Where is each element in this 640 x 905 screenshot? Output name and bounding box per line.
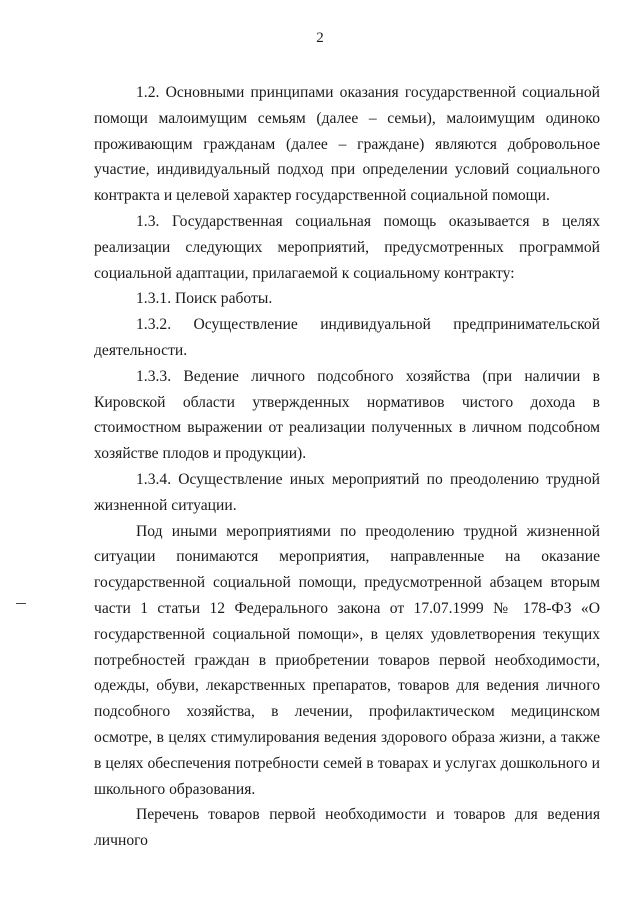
paragraph-1-3-4: 1.3.4. Осуществление иных мероприятий по преодолению трудной жизненной ситуации. <box>94 470 600 514</box>
paragraph-1-3-1: 1.3.1. Поиск работы. <box>136 290 273 308</box>
paragraph-1-3-2: 1.3.2. Осуществление индивидуальной предпринимательской деятельности. <box>94 316 600 359</box>
paragraph-other-measures: Под иными мероприятиями по преодолению трудной жизненной ситуации понимаются мероприятия, направленные на оказание государственной социальной помощи, предусмотренной абзацем вторым части 1 статьи 12 Федерального закона от 17.07.1999 № 178-ФЗ «О государственной социальной помощи», в целях удовлетворения текущих потребностей граждан в приобретении товаров первой необходимости, одежды, обуви, лекарственных препаратов, товаров для ведения личного подсобного хозяйства, в лечении, профилактическом медицинском осмотре, в целях стимулирования ведения здорового образа жизни, а также в целях обеспечения потребности семей в товарах и услугах дошкольного и школьного образования. <box>94 522 600 798</box>
paragraph-goods-list: Перечень товаров первой необходимости и товаров для ведения личного <box>94 806 600 850</box>
page-number: 2 <box>316 30 324 46</box>
document-body <box>94 80 600 854</box>
paragraph-1-3: 1.3. Государственная социальная помощь оказывается в целях реализации следующих мероприятий, предусмотренных программой социальной адаптации, прилагаемой к социальному контракту: <box>94 212 600 282</box>
margin-dash-mark <box>16 603 26 604</box>
paragraph-1-2: 1.2. Основными принципами оказания государственной социальной помощи малоимущим семьям (далее – семьи), малоимущим одиноко проживающим гражданам (далее – граждане) являются добровольное участие, индивидуальный подход при определении условий социального контракта и целевой характер государственной социальной помощи. <box>94 84 600 205</box>
paragraph-1-3-3: 1.3.3. Ведение личного подсобного хозяйства (при наличии в Кировской области утвержденных нормативов чистого дохода в стоимостном выражении от реализации полученных в личном подсобном хозяйстве плодов и продукции). <box>94 367 600 463</box>
